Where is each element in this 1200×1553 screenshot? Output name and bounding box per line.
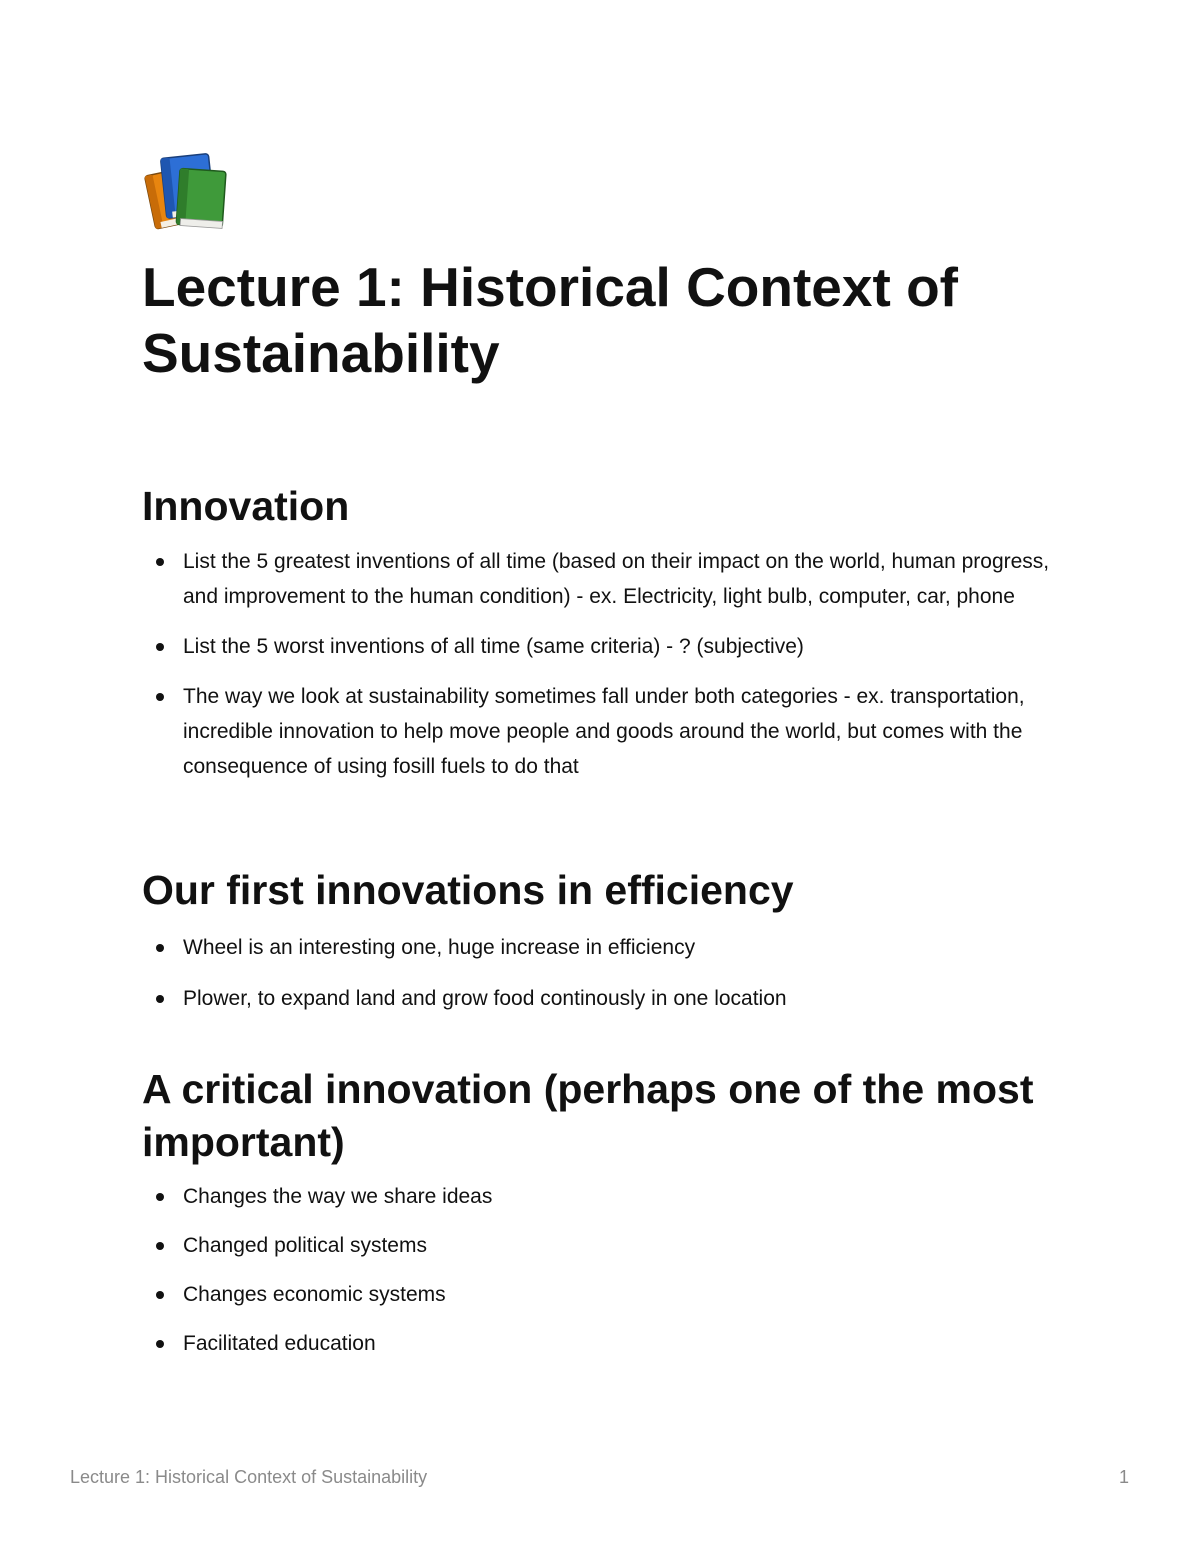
bullet-icon (156, 693, 164, 701)
bullet-icon (156, 1340, 164, 1348)
footer-title: Lecture 1: Historical Context of Sustainability (70, 1467, 428, 1487)
list-item (142, 1277, 1072, 1312)
bullet-icon (156, 1242, 164, 1250)
list-item (142, 981, 1072, 1016)
bullet-icon (156, 1193, 164, 1201)
list-item-text: Plower, to expand land and grow food continously in one location (183, 987, 787, 1010)
list-item-text: List the 5 greatest inventions of all time (based on their impact on the world, human progress, and improvement to the human condition) - ex. Electricity, light bulb, computer, car, phone (183, 550, 1050, 608)
list-item (142, 1228, 1072, 1263)
bullet-icon (156, 558, 164, 566)
list-item-text: List the 5 worst inventions of all time (same criteria) - ? (subjective) (183, 635, 804, 658)
list-item (142, 1326, 1072, 1361)
bullet-icon (156, 643, 164, 651)
bullet-list-innovation (142, 544, 1072, 799)
section-heading-efficiency: Our first innovations in efficiency (142, 867, 794, 913)
section-heading-innovation: Innovation (142, 483, 350, 529)
books-icon (142, 150, 232, 236)
list-item (142, 1179, 1072, 1214)
page-number: 1 (1118, 1467, 1129, 1487)
list-item (142, 930, 1072, 965)
list-item-text: Changes the way we share ideas (183, 1185, 493, 1208)
list-item-text: Changes economic systems (183, 1283, 446, 1306)
list-item-text: The way we look at sustainability sometimes fall under both categories - ex. transportation, incredible innovation to help move people and goods around the world, but comes with the consequence of using fosill fuels to do that (183, 685, 1025, 778)
list-item (142, 544, 1072, 614)
bullet-list-critical-innovation (142, 1179, 1072, 1375)
list-item-text: Wheel is an interesting one, huge increase in efficiency (183, 936, 696, 959)
page-title: Lecture 1: Historical Context of Sustainability (142, 256, 958, 384)
bullet-icon (156, 995, 164, 1003)
list-item-text: Changed political systems (183, 1234, 427, 1257)
section-heading-critical-innovation: A critical innovation (perhaps one of the most important) (142, 1066, 1034, 1165)
list-item (142, 629, 1072, 664)
list-item-text: Facilitated education (183, 1332, 376, 1355)
bullet-icon (156, 1291, 164, 1299)
bullet-list-efficiency (142, 930, 1072, 1032)
list-item (142, 679, 1072, 784)
bullet-icon (156, 944, 164, 952)
